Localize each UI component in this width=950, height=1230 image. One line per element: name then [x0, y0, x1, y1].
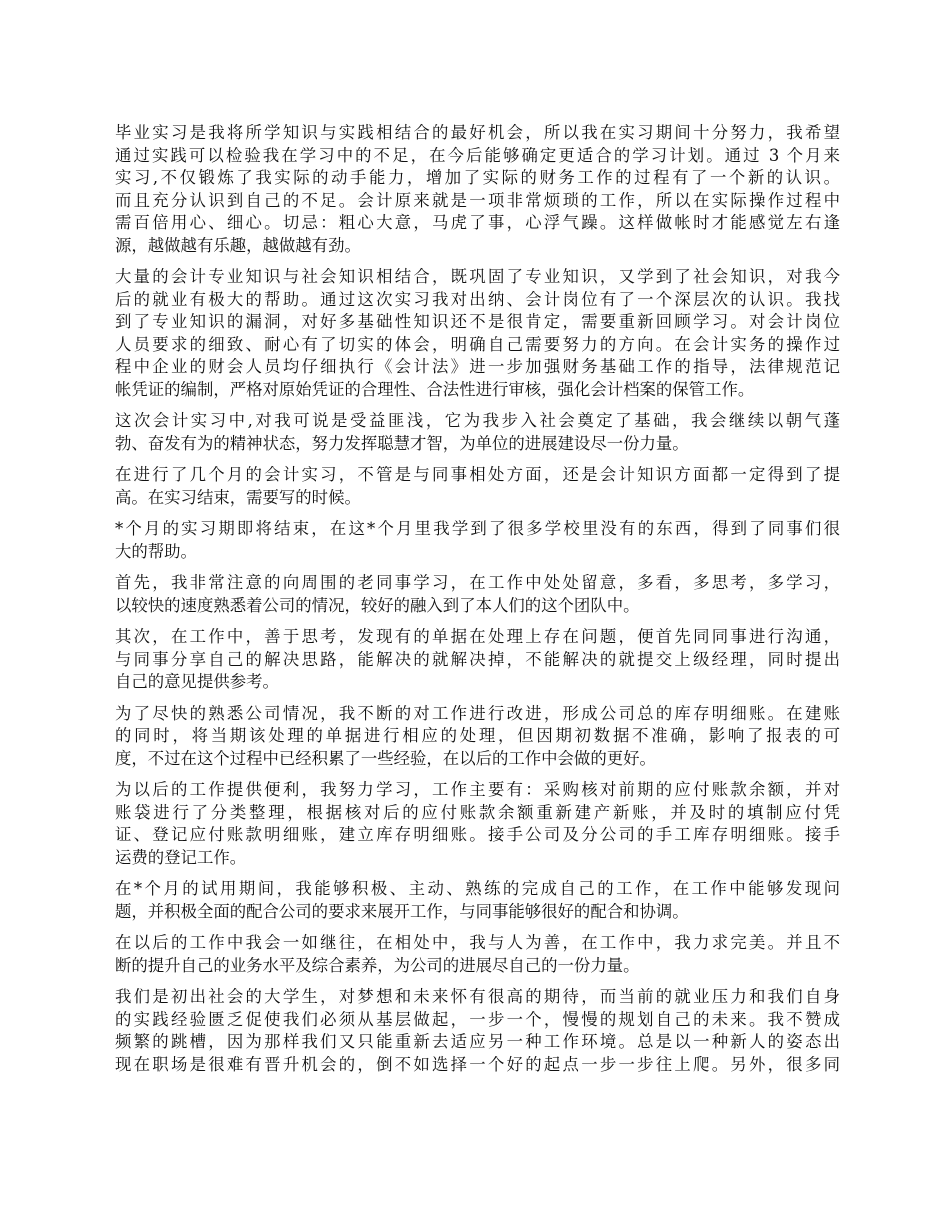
text-line: 自己的意见提供参考。 [115, 672, 279, 691]
text-line: 的实践经验匮乏促使我们必须从基层做起，一步一个，慢慢的规划自己的未来。我不赞成 [115, 1009, 840, 1029]
text-line: 人员要求的细致、耐心有了切实的体会，明确自己需要努力的方向。在会计实务的操作过 [115, 334, 840, 354]
text-line: 断的提升自己的业务水平及综合素养，为公司的进展尽自己的一份力量。 [115, 955, 640, 975]
paragraph [115, 266, 840, 401]
text-line: 证、登记应付账款明细账，建立库存明细账。接手公司及分公司的手工库存明细账。接手 [115, 825, 840, 844]
text-line: *个月的实习期即将结束，在这*个月里我学到了很多学校里没有的东西，得到了同事们很 [115, 519, 840, 538]
text-line: 其次，在工作中，善于思考，发现有的单据在处理上存在问题，便首先同同事进行沟通， [115, 627, 840, 646]
document-body [115, 122, 840, 1085]
text-line: 而且充分认识到自己的不足。会计原来就是一项非常烦琐的工作，所以在实际操作过程中 [115, 190, 840, 210]
text-line: 我们是初出社会的大学生，对梦想和未来怀有很高的期待，而当前的就业压力和我们自身 [115, 987, 840, 1006]
paragraph [115, 572, 840, 617]
text-line: 与同事分享自己的解决思路，能解决的就解决掉，不能解决的就提交上级经理，同时提出 [115, 649, 840, 669]
text-line: 到了专业知识的漏洞，对好多基础性知识还不是很肯定，需要重新回顾学习。对会计岗位 [115, 312, 840, 331]
text-line: 帐凭证的编制，严格对原始凭证的合理性、合法性进行审核，强化会计档案的保管工作。 [115, 379, 755, 399]
text-line: 实习,不仅锻炼了我实际的动手能力，增加了实际的财务工作的过程有了一个新的认识。 [115, 168, 840, 187]
paragraph [115, 703, 840, 771]
paragraph [115, 518, 840, 563]
text-line: 的同时，将当期该处理的单据进行相应的处理，但因期初数据不准确，影响了报表的可 [115, 726, 840, 745]
text-line: 需百倍用心、细心。切忌：粗心大意，马虎了事，心浮气躁。这样做帐时才能感觉左右逢 [115, 213, 840, 232]
text-line: 以较快的速度熟悉着公司的情况，较好的融入到了本人们的这个团队中。 [115, 595, 640, 615]
text-line: 高。在实习结束，需要写的时候。 [115, 487, 361, 507]
text-line: 大的帮助。 [115, 541, 197, 561]
paragraph [115, 779, 840, 869]
text-line: 现在职场是很难有晋升机会的，倒不如选择一个好的起点一步一步往上爬。另外，很多同 [115, 1054, 840, 1074]
text-line: 账袋进行了分类整理，根据核对后的应付账款余额重新建产新账，并及时的填制应付凭 [115, 802, 840, 822]
paragraph [115, 122, 840, 257]
text-line: 为了尽快的熟悉公司情况，我不断的对工作进行改进，形成公司总的库存明细账。在建账 [115, 703, 840, 723]
text-line: 度，不过在这个过程中已经积累了一些经验，在以后的工作中会做的更好。 [115, 748, 656, 768]
paragraph [115, 464, 840, 509]
text-line: 题，并积极全面的配合公司的要求来展开工作，与同事能够很好的配合和协调。 [115, 901, 689, 921]
text-line: 通过实践可以检验我在学习中的不足，在今后能够确定更适合的学习计划。通过 3 个月来 [115, 145, 840, 165]
paragraph [115, 932, 840, 977]
text-line: 源，越做越有乐趣，越做越有劲。 [115, 235, 361, 255]
paragraph [115, 626, 840, 694]
text-line: 在进行了几个月的会计实习，不管是与同事相处方面，还是会计知识方面都一定得到了提 [115, 465, 840, 484]
text-line: 在*个月的试用期间，我能够积极、主动、熟练的完成自己的工作，在工作中能够发现问 [115, 879, 840, 898]
text-line: 后的就业有极大的帮助。通过这次实习我对出纳、会计岗位有了一个深层次的认识。我找 [115, 289, 840, 309]
text-line: 勃、奋发有为的精神状态，努力发挥聪慧才智，为单位的进展建设尽一份力量。 [115, 433, 689, 453]
paragraph [115, 878, 840, 923]
text-line: 频繁的跳槽，因为那样我们又只能重新去适应另一种工作环境。总是以一种新人的姿态出 [115, 1032, 840, 1051]
text-line: 为以后的工作提供便利，我努力学习，工作主要有：采购核对前期的应付账款余额，并对 [115, 780, 840, 799]
text-line: 这次会计实习中,对我可说是受益匪浅，它为我步入社会奠定了基础，我会继续以朝气蓬 [115, 411, 840, 430]
text-line: 运费的登记工作。 [115, 847, 247, 867]
text-line: 首先，我非常注意的向周围的老同事学习，在工作中处处留意，多看，多思考，多学习， [115, 573, 840, 592]
text-line: 程中企业的财会人员均仔细执行《会计法》进一步加强财务基础工作的指导，法律规范记 [115, 357, 840, 376]
paragraph [115, 410, 840, 455]
text-line: 大量的会计专业知识与社会知识相结合，既巩固了专业知识，又学到了社会知识，对我今 [115, 267, 840, 286]
text-line: 在以后的工作中我会一如继往，在相处中，我与人为善，在工作中，我力求完美。并且不 [115, 933, 840, 952]
paragraph [115, 986, 840, 1076]
text-line: 毕业实习是我将所学知识与实践相结合的最好机会，所以我在实习期间十分努力，我希望 [115, 123, 840, 142]
